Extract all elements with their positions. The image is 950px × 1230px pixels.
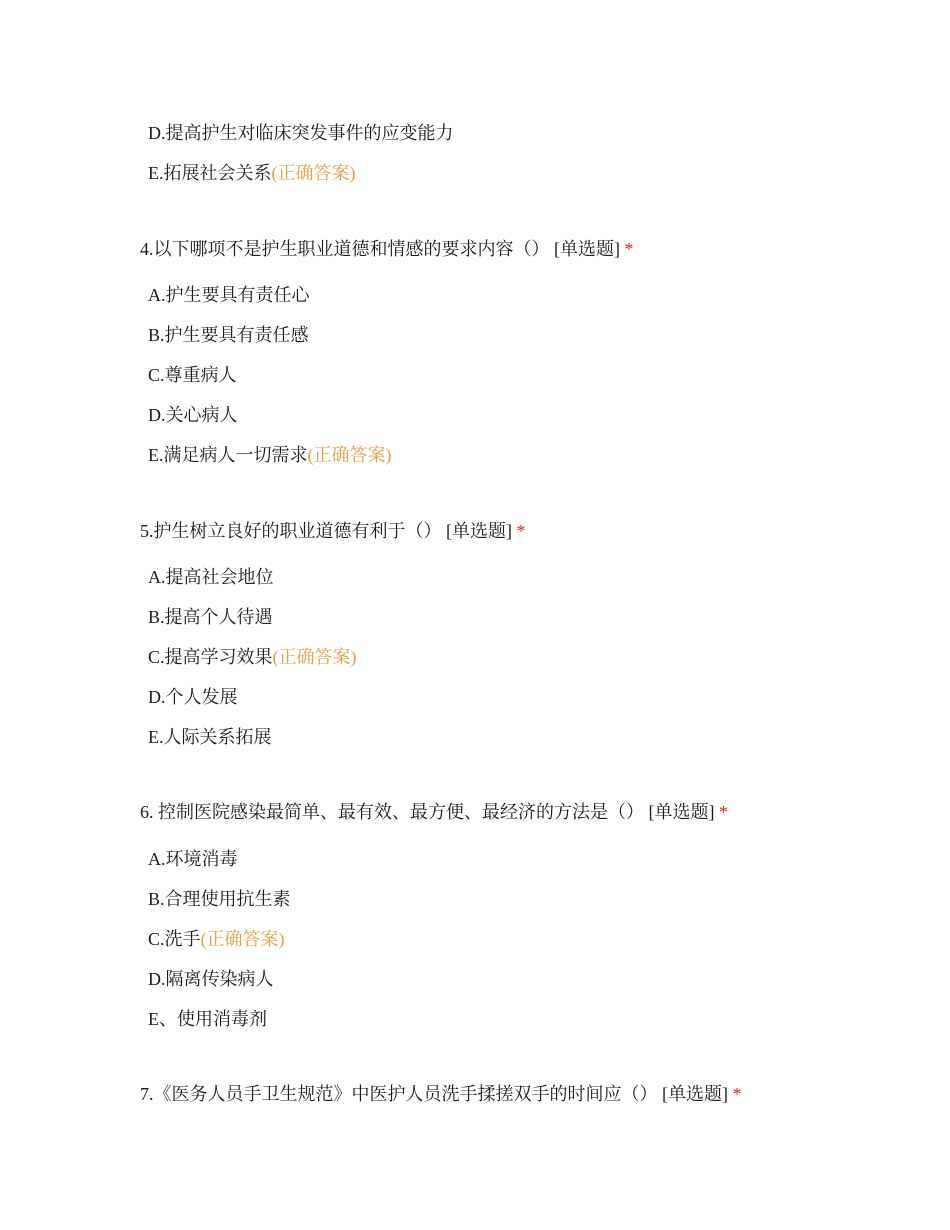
question-type: [单选题] [648, 802, 715, 822]
question-text: 4.以下哪项不是护生职业道德和情感的要求内容（） [140, 239, 550, 259]
option-text: D.提高护生对临床突发事件的应变能力 [148, 123, 454, 143]
option-text: D.个人发展 [148, 687, 238, 707]
option-text: D.关心病人 [148, 405, 238, 425]
option-q4-a[interactable] [148, 283, 310, 307]
question-7-title [140, 1082, 742, 1106]
question-6-title [140, 800, 728, 824]
option-text: B.合理使用抗生素 [148, 889, 291, 909]
correct-answer-tag: (正确答案) [307, 445, 392, 465]
required-mark: * [516, 521, 526, 541]
required-mark: * [732, 1084, 742, 1104]
option-q5-a[interactable] [148, 565, 274, 589]
option-text: E.拓展社会关系 [148, 163, 272, 183]
question-type: [单选题] [554, 239, 620, 259]
question-text: 7.《医务人员手卫生规范》中医护人员洗手揉搓双手的时间应（） [140, 1084, 658, 1104]
question-5-title [140, 519, 526, 543]
option-text: E.满足病人一切需求 [148, 445, 308, 465]
option-q6-b[interactable] [148, 887, 291, 911]
option-text: E、使用消毒剂 [148, 1009, 267, 1029]
required-mark: * [624, 239, 634, 259]
option-q6-e[interactable] [148, 1007, 267, 1031]
option-text: A.环境消毒 [148, 849, 238, 869]
option-text: E.人际关系拓展 [148, 727, 272, 747]
option-q6-c[interactable] [148, 927, 285, 951]
option-q4-b[interactable] [148, 323, 309, 347]
option-q6-a[interactable] [148, 847, 238, 871]
option-text: C.提高学习效果 [148, 647, 273, 667]
option-text: D.隔离传染病人 [148, 969, 274, 989]
correct-answer-tag: (正确答案) [200, 929, 285, 949]
option-text: A.护生要具有责任心 [148, 285, 310, 305]
correct-answer-tag: (正确答案) [271, 163, 356, 183]
option-q4-c[interactable] [148, 363, 237, 387]
option-q4-d[interactable] [148, 403, 238, 427]
question-type: [单选题] [446, 521, 512, 541]
option-text: B.提高个人待遇 [148, 607, 273, 627]
option-q5-b[interactable] [148, 605, 273, 629]
option-q3-e[interactable] [148, 161, 356, 185]
option-q4-e[interactable] [148, 443, 392, 467]
option-text: A.提高社会地位 [148, 567, 274, 587]
option-q3-d[interactable] [148, 121, 454, 145]
option-q6-d[interactable] [148, 967, 274, 991]
option-text: B.护生要具有责任感 [148, 325, 309, 345]
option-q5-d[interactable] [148, 685, 238, 709]
question-4-title [140, 237, 634, 261]
option-text: C.洗手 [148, 929, 201, 949]
question-text: 6. 控制医院感染最简单、最有效、最方便、最经济的方法是（） [140, 802, 644, 822]
option-q5-c[interactable] [148, 645, 357, 669]
required-mark: * [719, 802, 728, 822]
question-text: 5.护生树立良好的职业道德有利于（） [140, 521, 442, 541]
question-type: [单选题] [662, 1084, 728, 1104]
option-q5-e[interactable] [148, 725, 272, 749]
option-text: C.尊重病人 [148, 365, 237, 385]
correct-answer-tag: (正确答案) [272, 647, 357, 667]
